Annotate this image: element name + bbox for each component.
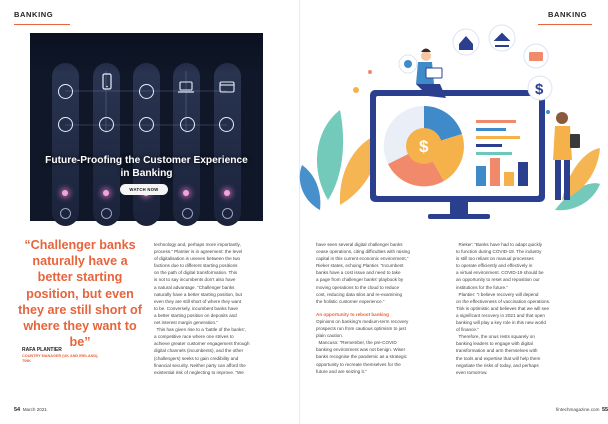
text-line: on the effectiveness of vaccination operations. — [456, 298, 551, 304]
text-line: plain caution. — [316, 333, 344, 339]
node-dot — [224, 190, 230, 196]
globe-icon — [219, 117, 234, 132]
text-line: prospects run from cautious optimism to just — [316, 326, 406, 332]
pie-graphic — [384, 106, 464, 186]
text-line: transformation and arm themselves with — [456, 348, 538, 354]
section-rule — [14, 24, 70, 25]
globe-icon — [139, 117, 154, 132]
body-column — [316, 241, 454, 375]
text-line: on the path of digital transformation. This — [154, 270, 238, 276]
text-line: institutions for the future.” — [456, 284, 508, 290]
node-ring — [101, 208, 112, 219]
text-line: to operate efficiently and effectively in — [456, 263, 533, 269]
text-line: is still too reliant on manual processes — [456, 256, 534, 262]
section-label: BANKING — [548, 10, 588, 19]
text-line: to be. Conversely, incumbent banks have — [154, 305, 238, 311]
text-line: is not to say incumbents don’t also have — [154, 277, 236, 283]
text-line: factions due to different starting positions — [154, 263, 238, 269]
text-line: Therefore, the onus rests squarely on — [456, 334, 535, 340]
money-icon — [139, 84, 154, 99]
text-line: naturally have a better starting position, but — [154, 291, 242, 297]
text-line: future and are seizing it.” — [316, 368, 367, 374]
text-line: This has given rise to a ‘battle of the banks’, — [154, 327, 246, 333]
text-line: banks recognise the pandemic as a strategic — [316, 354, 407, 360]
user-icon — [404, 60, 412, 68]
body-text — [316, 241, 454, 305]
text-line: cease operations, citing difficulties with raising — [316, 249, 410, 255]
text-line: moving operations to the cloud to reduce — [316, 284, 399, 290]
node-ring — [182, 208, 193, 219]
text-line: a virtual environment. COVID-19 should be — [456, 270, 544, 276]
text-line: cost, reducing data silos and re-examining — [316, 291, 403, 297]
right-page — [300, 0, 608, 424]
text-line: process.” Plantier is in agreement: the level — [154, 249, 243, 255]
pull-quote: “Challenger banks naturally have a better starting position, but even they are still short of where they want to be” — [18, 238, 142, 350]
text-line: net interest margin generation.” — [154, 320, 218, 326]
node-dot — [103, 190, 109, 196]
svg-text:$: $ — [419, 137, 429, 156]
text-line: negotiate the risks of today, and perhaps — [456, 362, 539, 368]
banking-illustration — [300, 0, 600, 235]
video-banner[interactable] — [30, 33, 263, 221]
globe-icon — [99, 117, 114, 132]
text-line: a competitive race where one strives to — [154, 334, 234, 340]
text-line: Opinions on banking’s medium-term recovery — [316, 318, 409, 324]
body-column — [456, 241, 596, 376]
text-line: Tink is optimistic and believes that we will see — [456, 305, 550, 311]
headset-icon — [180, 117, 195, 132]
text-line: a page from challenger banks’ playbook by — [316, 277, 404, 283]
text-line: the tools and expertise that will help them — [456, 355, 541, 361]
quote-author-company: TINK — [22, 359, 31, 363]
body-column — [154, 241, 294, 376]
text-line: have seen several digital challenger banks — [316, 242, 403, 247]
text-line: banking environment was not benign. Wiser — [316, 347, 406, 353]
banner-title — [30, 154, 263, 180]
text-line: of finance.” — [456, 327, 479, 333]
text-line: Plantier: “I believe recovery will depend — [456, 291, 539, 297]
text-line: opportunity to recreate themselves for the — [316, 361, 401, 367]
text-line: a significant recovery in 2021 and that open — [456, 312, 545, 318]
text-line: banks have a cost issue and need to take — [316, 270, 401, 276]
body-text — [316, 318, 454, 375]
banner-fade — [30, 33, 263, 73]
text-line: achieve greater customer engagement through — [154, 341, 250, 347]
page-number: 55 — [601, 407, 608, 413]
text-line: capital in this current economic environment,” — [316, 256, 409, 262]
text-line: a natural advantage. “Challenger banks — [154, 284, 235, 290]
page-number: 54 — [14, 407, 21, 413]
text-line: Rieker: “Banks have had to adapt quickly — [456, 242, 543, 247]
text-line: financial security. Neither party can afford the — [154, 362, 246, 368]
issue-date: March 2021 — [22, 407, 47, 412]
text-line: existential risk of neglecting to improve. “We — [154, 369, 244, 375]
card-icon — [529, 52, 543, 61]
subheading: An opportunity to reboot banking — [316, 311, 389, 317]
quote-author-role: COUNTRY MANAGER (UK AND IRELAND), — [22, 354, 99, 358]
text-line: Mancuso: “Remember, the pre-COVID — [316, 340, 397, 346]
text-line: of digitalisation is uneven between the two — [154, 256, 241, 262]
left-page — [0, 0, 300, 424]
dollar-icon: $ — [535, 81, 544, 98]
text-line: banking will play a key role in this new world — [456, 320, 546, 326]
text-line: the holistic customer experience.” — [316, 298, 385, 304]
text-line: to function during COVID-19. The industry — [456, 249, 542, 255]
quote-author: RAFA PLANTIER — [22, 347, 62, 353]
text-line: even tomorrow. — [456, 369, 488, 375]
text-line: even they are still short of where they want — [154, 298, 242, 304]
smartphone-icon — [100, 73, 114, 91]
text-line: Rieker states, echoing Plantier. “Incumbent — [316, 263, 404, 269]
section-label: BANKING — [14, 10, 54, 19]
text-line: an opportunity to reset and reposition our — [456, 277, 540, 283]
text-line: banking leaders to engage with digital — [456, 341, 533, 347]
folio — [14, 407, 47, 413]
folio — [556, 407, 608, 413]
site-url: fintechmagazine.com — [556, 407, 600, 412]
text-line: digital channels (incumbents), and the other — [154, 348, 244, 354]
banner-title-line2: in Banking — [120, 168, 173, 179]
globe-icon — [58, 84, 73, 99]
node-ring — [60, 208, 71, 219]
node-dot — [183, 190, 189, 196]
node-ring — [222, 208, 233, 219]
card-icon — [218, 80, 236, 94]
node-dot — [62, 190, 68, 196]
text-line: technology and, perhaps more importantly, — [154, 242, 241, 247]
text-line: (challengers) seeks to gain credibility and — [154, 355, 239, 361]
text-line: a better starting position on deposits and — [154, 312, 237, 318]
banner-title-line1: Future-Proofing the Customer Experience — [45, 155, 248, 166]
watch-now-button[interactable]: WATCH NOW — [120, 184, 168, 195]
globe-icon — [58, 117, 73, 132]
laptop-icon — [177, 80, 195, 94]
quote-author-title — [22, 354, 142, 364]
